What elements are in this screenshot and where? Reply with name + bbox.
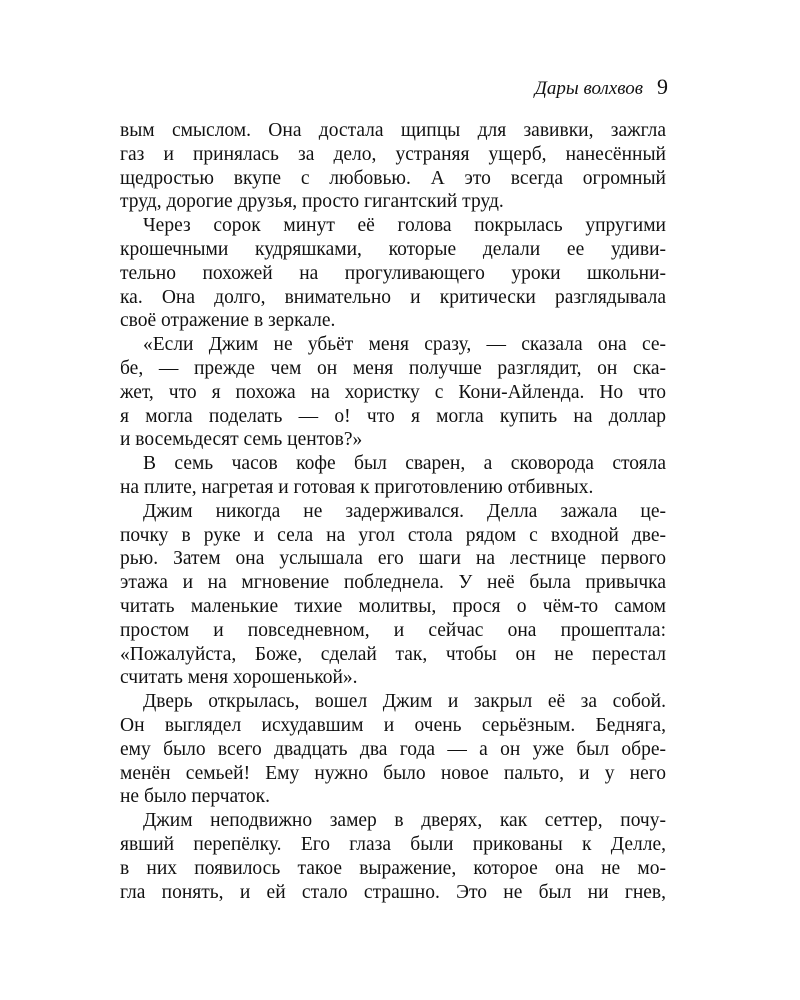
text-line: считать меня хорошенькой». xyxy=(120,667,358,689)
text-line: не было перчаток. xyxy=(120,786,271,808)
text-line: менён семьей! Ему нужно было новое пальто, и у него xyxy=(120,762,666,784)
text-line: бе, — прежде чем он меня получше разглядит, он ска- xyxy=(120,357,666,379)
text-line: вым смыслом. Она достала щипцы для завивки, зажгла xyxy=(120,120,666,141)
page-number: 9 xyxy=(657,74,668,99)
text-line: Джим неподвижно замер в дверях, как сеттер, почу- xyxy=(143,810,666,832)
text-line: В семь часов кофе был сварен, а сковорода стояла xyxy=(143,453,666,475)
running-header xyxy=(120,74,668,102)
text-line: почку в руке и села на угол стола рядом с входной две- xyxy=(120,524,666,546)
running-title: Дары волхвов xyxy=(534,78,643,99)
text-line: ему было всего двадцать два года — а он уже был обре- xyxy=(120,738,666,760)
text-line: в них появилось такое выражение, которое она не мо- xyxy=(120,857,666,879)
text-line: Он выглядел исхудавшим и очень серьёзным. Бедняга, xyxy=(120,714,666,736)
text-line: простом и повседневном, и сейчас она прошептала: xyxy=(120,619,666,641)
text-line: своё отражение в зеркале. xyxy=(120,310,336,332)
text-line: Через сорок минут её голова покрылась упругими xyxy=(143,215,666,237)
text-line: труд, дорогие друзья, просто гигантский труд. xyxy=(120,191,504,213)
text-line: читать маленькие тихие молитвы, прося о чём-то самом xyxy=(120,595,666,617)
text-line: гла понять, и ей стало страшно. Это не был ни гнев, xyxy=(120,881,666,903)
text-line: щедростью вкупе с любовью. А это всегда огромный xyxy=(120,167,666,189)
text-line: явший перепёлку. Его глаза были прикованы к Делле, xyxy=(120,833,666,855)
text-line: «Если Джим не убьёт меня сразу, — сказала она се- xyxy=(143,334,666,356)
text-line: Дверь открылась, вошел Джим и закрыл её за собой. xyxy=(143,691,666,713)
text-line: рью. Затем она услышала его шаги на лестнице первого xyxy=(120,548,666,570)
text-line: тельно похожей на прогуливающего уроки школьни- xyxy=(120,262,666,284)
text-line: на плите, нагретая и готовая к приготовлению отбивных. xyxy=(120,476,594,498)
text-line: жет, что я похожа на хористку с Кони-Айленда. Но что xyxy=(120,381,666,403)
text-line: крошечными кудряшками, которые делали ее удиви- xyxy=(120,238,666,260)
text-line: ка. Она долго, внимательно и критически разглядывала xyxy=(120,286,666,308)
text-line: газ и принялась за дело, устраняя ущерб, нанесённый xyxy=(120,143,666,165)
text-line: Джим никогда не задерживался. Делла зажала це- xyxy=(143,500,666,522)
text-line: этажа и на мгновение побледнела. У неё была привычка xyxy=(120,572,666,594)
body-text xyxy=(120,119,666,904)
text-line: я могла поделать — о! что я могла купить на доллар xyxy=(120,405,666,427)
text-line: «Пожалуйста, Боже, сделай так, чтобы он не перестал xyxy=(120,643,666,665)
text-line: и восемьдесят семь центов?» xyxy=(120,429,363,451)
